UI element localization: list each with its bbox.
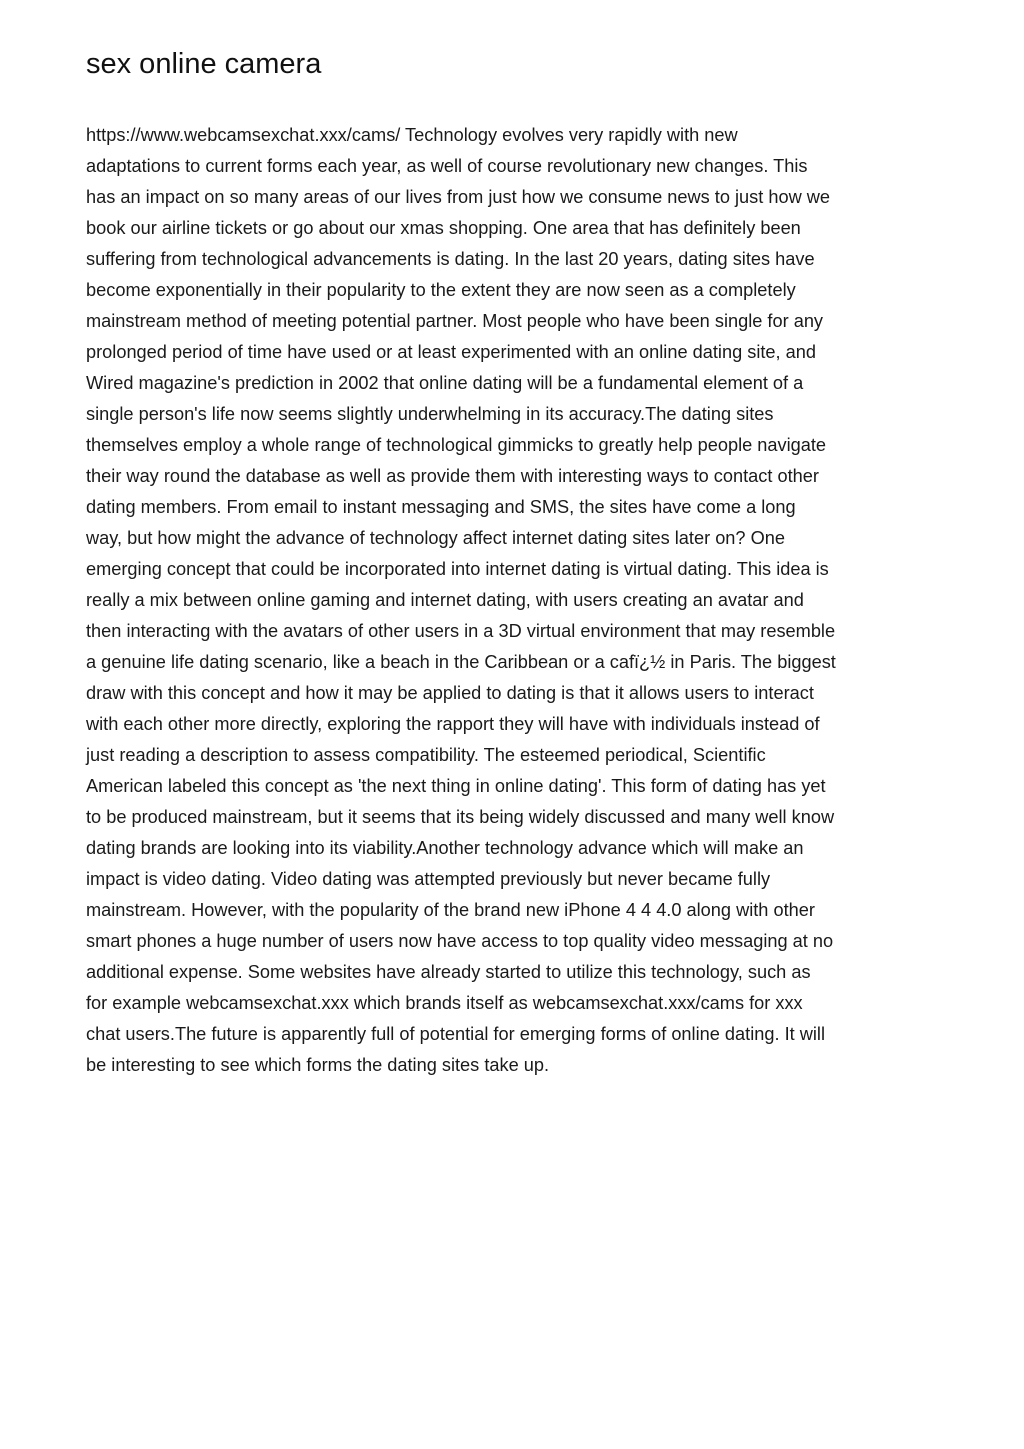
body-line: book our airline tickets or go about our xmas shopping. One area that has definitely been (86, 218, 801, 238)
body-line: way, but how might the advance of technology affect internet dating sites later on? One (86, 528, 785, 548)
body-line: smart phones a huge number of users now have access to top quality video messaging at no (86, 931, 834, 951)
body-line: adaptations to current forms each year, as well of course revolutionary new changes. This (86, 156, 808, 176)
body-line: be interesting to see which forms the dating sites take up. (86, 1055, 550, 1075)
body-line: become exponentially in their popularity to the extent they are now seen as a completely (86, 280, 796, 300)
body-line: Wired magazine's prediction in 2002 that online dating will be a fundamental element of a (86, 373, 804, 393)
body-line: draw with this concept and how it may be applied to dating is that it allows users to interact (86, 683, 814, 703)
document-body (86, 120, 946, 1081)
body-line: prolonged period of time have used or at least experimented with an online dating site, and (86, 342, 816, 362)
body-line: suffering from technological advancements is dating. In the last 20 years, dating sites have (86, 249, 815, 269)
body-line: https://www.webcamsexchat.xxx/cams/ Technology evolves very rapidly with new (86, 125, 738, 145)
body-line: really a mix between online gaming and internet dating, with users creating an avatar and (86, 590, 804, 610)
body-line: emerging concept that could be incorporated into internet dating is virtual dating. This idea is (86, 559, 829, 579)
body-line: a genuine life dating scenario, like a beach in the Caribbean or a cafï¿½ in Paris. The biggest (86, 652, 836, 672)
body-line: then interacting with the avatars of other users in a 3D virtual environment that may resemble (86, 621, 836, 641)
body-line: single person's life now seems slightly underwhelming in its accuracy.The dating sites (86, 404, 774, 424)
body-line: additional expense. Some websites have already started to utilize this technology, such as (86, 962, 811, 982)
body-line: has an impact on so many areas of our lives from just how we consume news to just how we (86, 187, 831, 207)
body-line: with each other more directly, exploring the rapport they will have with individuals instead of (86, 714, 820, 734)
body-line: for example webcamsexchat.xxx which brands itself as webcamsexchat.xxx/cams for xxx (86, 993, 803, 1013)
body-line: American labeled this concept as 'the next thing in online dating'. This form of dating has yet (86, 776, 826, 796)
body-line: just reading a description to assess compatibility. The esteemed periodical, Scientific (86, 745, 766, 765)
body-line: themselves employ a whole range of technological gimmicks to greatly help people navigate (86, 435, 827, 455)
body-line: dating members. From email to instant messaging and SMS, the sites have come a long (86, 497, 796, 517)
body-line: their way round the database as well as provide them with interesting ways to contact other (86, 466, 819, 486)
body-line: mainstream method of meeting potential partner. Most people who have been single for any (86, 311, 824, 331)
body-line: impact is video dating. Video dating was attempted previously but never became fully (86, 869, 771, 889)
body-line: mainstream. However, with the popularity of the brand new iPhone 4 4 4.0 along with other (86, 900, 815, 920)
body-line: chat users.The future is apparently full of potential for emerging forms of online dating. It will (86, 1024, 825, 1044)
body-line: to be produced mainstream, but it seems that its being widely discussed and many well know (86, 807, 835, 827)
body-line: dating brands are looking into its viability.Another technology advance which will make an (86, 838, 804, 858)
document-title: sex online camera (86, 48, 322, 80)
document-page (86, 0, 946, 1081)
